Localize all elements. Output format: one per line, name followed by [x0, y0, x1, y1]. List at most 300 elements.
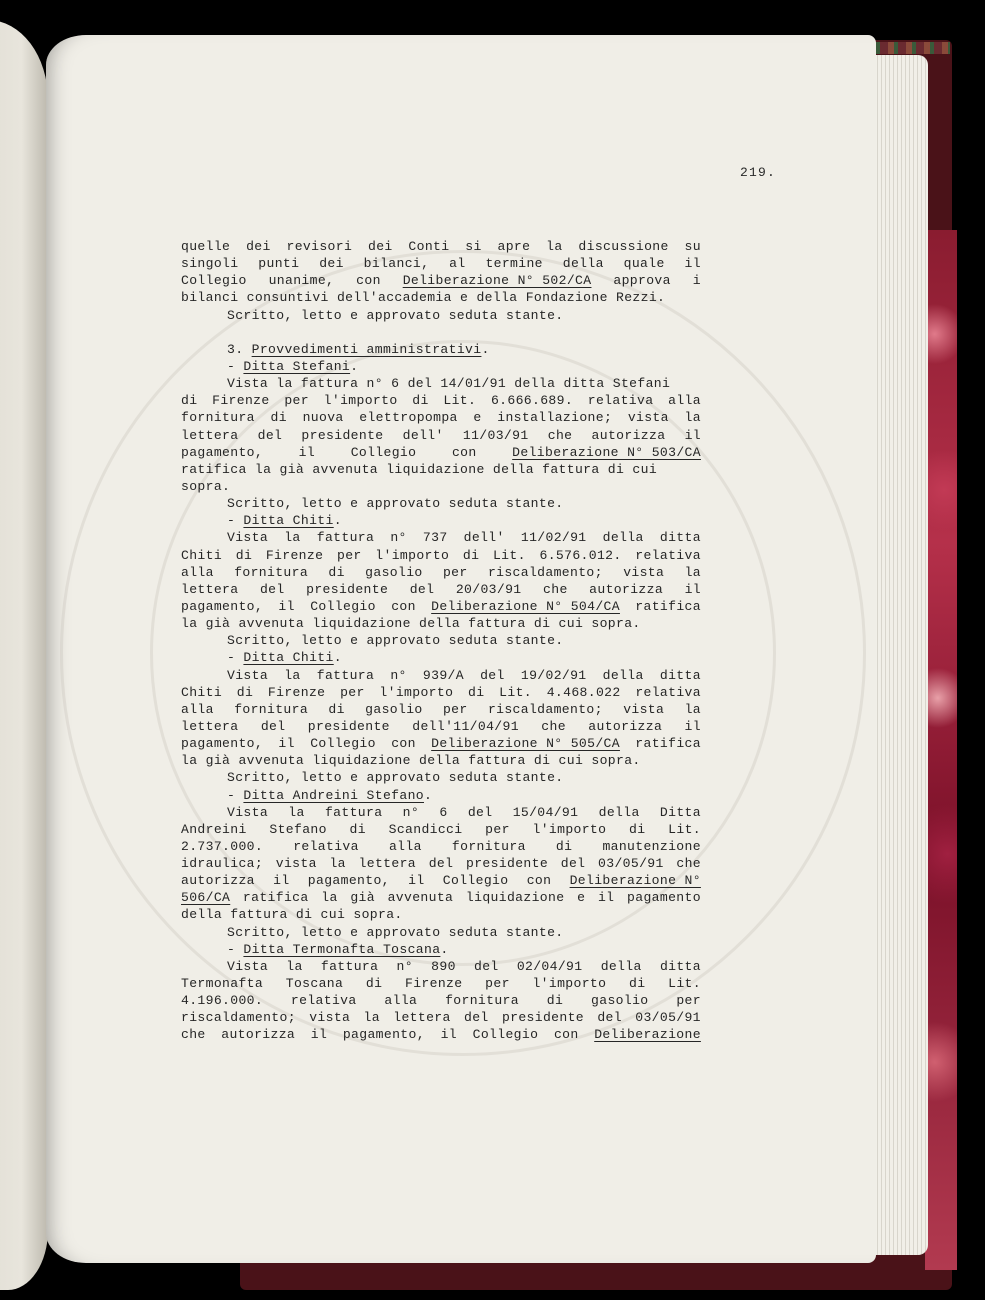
- text-line: [181, 889, 701, 906]
- word: di: [365, 976, 383, 992]
- word: autorizza: [221, 1027, 296, 1043]
- word: su: [684, 239, 701, 254]
- word: n°: [390, 667, 407, 683]
- word: idraulica;: [181, 856, 264, 872]
- word: per: [676, 993, 701, 1009]
- word: lettera: [181, 427, 239, 443]
- word: Chiti: [181, 547, 223, 563]
- word: 6: [439, 804, 448, 820]
- word: ditta: [659, 530, 701, 546]
- word: 11/02/91: [520, 530, 587, 546]
- word: 15/04/91: [512, 804, 579, 820]
- word: fattura: [316, 667, 375, 683]
- text-line: [181, 392, 701, 409]
- word: del: [473, 958, 499, 974]
- word: di: [412, 393, 429, 409]
- word: fornitura: [451, 838, 526, 854]
- text-line: [181, 289, 701, 306]
- word: del: [428, 856, 454, 872]
- text-line: [181, 461, 701, 478]
- word: autorizza: [588, 718, 663, 734]
- word: .: [350, 358, 359, 374]
- word: gasolio: [365, 701, 423, 717]
- word: bilanci,: [363, 256, 430, 272]
- text-line: [181, 324, 701, 341]
- word: termine: [485, 256, 543, 272]
- word: presidente: [306, 581, 389, 597]
- text-line: [181, 992, 701, 1009]
- word: Collegio: [350, 444, 417, 460]
- word: avvenuta: [387, 890, 454, 906]
- word: unanime,: [268, 273, 335, 289]
- text-line: [181, 872, 701, 889]
- underlined-text: Ditta Chiti: [243, 650, 334, 666]
- text-line: [181, 855, 701, 872]
- word: Chiti: [181, 684, 223, 700]
- word: ratifica la già avvenuta liquidazione della fattura di cui: [181, 461, 658, 477]
- word: per: [340, 684, 365, 700]
- word: -: [227, 513, 244, 529]
- text-line: [181, 444, 701, 461]
- word: Termonafta: [181, 976, 264, 992]
- word: del: [409, 581, 435, 597]
- word: .: [440, 941, 449, 957]
- text-line: [181, 341, 701, 358]
- word: per: [485, 976, 510, 992]
- word: quelle: [181, 239, 231, 254]
- word: autorizza: [589, 581, 664, 597]
- word: dell'11/04/91: [412, 718, 519, 734]
- word: 4.196.000.: [181, 993, 264, 1009]
- word: sopra.: [181, 478, 231, 494]
- word: alla: [181, 564, 214, 580]
- underlined-text: Ditta Andreini Stefano: [243, 787, 424, 803]
- text-line: [181, 735, 701, 752]
- word: lettera: [181, 581, 239, 597]
- word: discussione: [578, 239, 669, 254]
- word: il: [440, 1027, 457, 1043]
- word: di: [546, 993, 564, 1009]
- word: -: [227, 787, 244, 803]
- word: del: [464, 1010, 489, 1026]
- underlined-text: 506/CA: [181, 890, 231, 906]
- text-line: [181, 804, 701, 821]
- word: relativa: [635, 547, 701, 563]
- word: l'importo: [323, 393, 398, 409]
- underlined-text: Deliberazione N°: [569, 873, 701, 889]
- text-line: [181, 238, 701, 255]
- word: che: [547, 427, 573, 443]
- word: bilanci consuntivi dell'accademia e della Fondazione Rezzi.: [181, 290, 666, 306]
- underlined-text: Deliberazione: [594, 1027, 701, 1043]
- word: installazione;: [497, 410, 613, 426]
- word: dei: [246, 239, 271, 254]
- word: 02/04/91: [516, 958, 583, 974]
- word: il: [310, 1027, 328, 1043]
- word: -: [227, 358, 244, 374]
- word: di: [270, 410, 287, 426]
- word: con: [391, 736, 416, 752]
- word: lettera: [393, 1010, 451, 1026]
- word: del: [257, 427, 283, 443]
- word: ratifica: [635, 598, 701, 614]
- word: presidente: [307, 718, 390, 734]
- word: il: [298, 444, 316, 460]
- word: la: [684, 701, 701, 717]
- word: Firenze: [212, 393, 270, 409]
- word: Lit.: [668, 821, 701, 837]
- word: del: [597, 1010, 622, 1026]
- word: Collegio: [310, 736, 376, 752]
- word: Scandicci: [388, 821, 463, 837]
- word: -: [227, 650, 244, 666]
- text-line: [181, 409, 701, 426]
- word: ditta: [659, 958, 701, 974]
- word: pagamento: [627, 890, 701, 906]
- word: il: [278, 736, 295, 752]
- word: per: [485, 821, 510, 837]
- text-line: [181, 564, 701, 581]
- word: l'importo: [379, 684, 454, 700]
- word: ratifica: [242, 890, 309, 906]
- word: 20/03/91: [455, 581, 522, 597]
- word: con: [526, 873, 552, 889]
- word: 19/02/91: [520, 667, 587, 683]
- word: fornitura: [234, 701, 309, 717]
- word: fornitura: [234, 564, 309, 580]
- word: di: [328, 701, 345, 717]
- word: Firenze: [405, 976, 463, 992]
- word: fattura: [320, 958, 379, 974]
- word: con: [451, 444, 477, 460]
- text-line: [181, 684, 701, 701]
- word: di: [236, 684, 254, 700]
- word: nuova: [302, 410, 344, 426]
- word: la già avvenuta liquidazione della fattura di cui sopra.: [181, 616, 641, 632]
- word: alla: [668, 393, 701, 409]
- word: presidente: [501, 1010, 585, 1026]
- word: la: [288, 804, 305, 820]
- word: per: [284, 393, 309, 409]
- word: l'importo: [375, 547, 450, 563]
- word: Toscana: [285, 976, 344, 992]
- word: pagamento,: [181, 736, 264, 752]
- word: la: [363, 1010, 380, 1026]
- word: autorizza: [591, 427, 666, 443]
- word: vista: [623, 564, 665, 580]
- word: vista: [275, 856, 317, 872]
- word: che: [541, 718, 566, 734]
- word: il: [408, 873, 425, 889]
- word: approva: [613, 273, 671, 289]
- text-line: [181, 547, 701, 564]
- word: riscaldamento;: [487, 701, 603, 717]
- word: fornitura: [181, 410, 255, 426]
- text-line: [181, 787, 701, 804]
- word: con: [553, 1027, 579, 1043]
- text-line: [181, 1026, 701, 1043]
- text-line: [181, 958, 701, 975]
- word: .: [424, 787, 433, 803]
- word: per: [336, 547, 362, 563]
- text-line: [181, 598, 701, 615]
- text-line: [181, 272, 701, 289]
- word: al: [449, 256, 466, 272]
- word: manutenzione: [602, 838, 701, 854]
- word: vista: [623, 701, 665, 717]
- word: singoli: [181, 256, 239, 272]
- text-line: [181, 718, 701, 735]
- left-page-edge: [0, 20, 48, 1290]
- word: 939/A: [422, 667, 464, 683]
- text-line: [181, 752, 701, 769]
- word: per: [442, 564, 468, 580]
- word: Lit.: [668, 976, 701, 992]
- word: Andreini: [181, 821, 247, 837]
- text-line: [181, 838, 701, 855]
- word: del: [259, 581, 285, 597]
- text-line: [181, 529, 701, 546]
- word: Lit.: [492, 547, 526, 563]
- text-line: [181, 358, 701, 375]
- word: di: [629, 976, 646, 992]
- word: con: [356, 273, 381, 289]
- word: autorizza: [181, 873, 255, 889]
- word: quale: [623, 256, 665, 272]
- word: Collegio: [310, 598, 376, 614]
- word: la: [684, 564, 701, 580]
- underlined-text: Ditta Stefani: [243, 358, 351, 374]
- word: alla: [384, 993, 418, 1009]
- word: Vista: [227, 667, 269, 683]
- word: dei: [367, 239, 393, 254]
- text-line: [181, 1009, 701, 1026]
- word: Vista: [227, 530, 269, 546]
- word: ditta: [659, 667, 701, 683]
- word: apre: [497, 239, 531, 254]
- word: del: [467, 804, 493, 820]
- word: elettropompa: [359, 410, 458, 426]
- text-line: [181, 667, 701, 684]
- word: la: [284, 667, 301, 683]
- word: fornitura: [445, 993, 519, 1009]
- text-line: [181, 307, 701, 324]
- word: il: [684, 718, 701, 734]
- word: l'importo: [532, 976, 607, 992]
- underlined-text: Deliberazione N° 502/CA: [402, 273, 592, 289]
- word: Conti: [408, 239, 450, 254]
- word: alla: [388, 838, 422, 854]
- underlined-text: Deliberazione N° 505/CA: [431, 736, 620, 752]
- word: dell': [402, 427, 444, 443]
- word: con: [391, 598, 416, 614]
- word: fattura: [316, 530, 375, 546]
- text-line: [181, 615, 701, 632]
- word: relativa: [293, 838, 359, 854]
- text-line: [181, 941, 701, 958]
- word: pagamento,: [181, 598, 264, 614]
- word: e: [577, 890, 586, 906]
- word: n°: [396, 958, 413, 974]
- word: Firenze: [265, 547, 324, 563]
- text-line: [181, 255, 701, 272]
- word: relativa: [290, 993, 357, 1009]
- word: n°: [390, 530, 407, 546]
- text-line: [181, 632, 701, 649]
- word: della: [562, 256, 604, 272]
- word: .: [481, 341, 490, 357]
- text-line: [181, 924, 701, 941]
- word: .: [333, 513, 342, 529]
- word: 890: [431, 958, 456, 974]
- underlined-text: Provvedimenti amministrativi: [251, 341, 482, 357]
- document-body: [181, 238, 701, 1044]
- word: della: [600, 958, 642, 974]
- word: 6.576.012.: [539, 547, 622, 563]
- word: pagamento,: [307, 873, 390, 889]
- page-number: 219.: [740, 165, 777, 180]
- underlined-text: Ditta Chiti: [243, 513, 334, 529]
- word: della: [598, 804, 640, 820]
- word: 737: [422, 530, 448, 546]
- word: relativa: [635, 684, 701, 700]
- word: relativa: [587, 393, 654, 409]
- word: per: [442, 701, 468, 717]
- word: 3.: [227, 341, 252, 357]
- word: della: [602, 530, 644, 546]
- word: presidente: [465, 856, 549, 872]
- word: -: [227, 941, 244, 957]
- word: del: [260, 718, 286, 734]
- word: 6.666.689.: [490, 393, 574, 409]
- word: di: [468, 684, 485, 700]
- word: pagamento,: [342, 1027, 425, 1043]
- word: .: [333, 650, 342, 666]
- word: Scritto, letto e approvato seduta stante.: [227, 633, 564, 649]
- word: il: [684, 581, 701, 597]
- text-line: [181, 375, 701, 392]
- word: riscaldamento;: [181, 1010, 296, 1026]
- word: di: [629, 821, 646, 837]
- word: 4.468.022: [546, 684, 621, 700]
- word: la: [329, 856, 346, 872]
- word: la: [284, 530, 301, 546]
- word: Collegio: [472, 1027, 539, 1043]
- word: di: [181, 393, 198, 409]
- word: Scritto, letto e approvato seduta stante.: [227, 770, 564, 786]
- word: lettera: [358, 856, 417, 872]
- word: il: [273, 873, 290, 889]
- word: il: [684, 427, 701, 443]
- word: di: [235, 547, 253, 563]
- word: Scritto, letto e approvato seduta stante.: [227, 924, 564, 940]
- text-line: [181, 701, 701, 718]
- word: già: [350, 890, 375, 906]
- word: dell': [463, 530, 505, 546]
- word: il: [278, 598, 295, 614]
- word: n°: [402, 804, 420, 820]
- word: l'importo: [532, 821, 607, 837]
- word: Vista la fattura n° 6 del 14/01/91 della ditta Stefani: [227, 376, 671, 392]
- word: del: [480, 667, 505, 683]
- word: la: [286, 958, 303, 974]
- word: 2.737.000.: [181, 838, 264, 854]
- word: Scritto, letto e approvato seduta stante.: [227, 307, 564, 323]
- text-line: [181, 581, 701, 598]
- word: ratifica: [635, 736, 701, 752]
- text-line: [181, 906, 701, 923]
- text-line: [181, 512, 701, 529]
- word: pagamento,: [181, 444, 264, 460]
- word: fattura: [324, 804, 383, 820]
- word: punti: [258, 256, 300, 272]
- underlined-text: Ditta Termonafta Toscana: [243, 941, 441, 957]
- word: Ditta: [659, 804, 701, 820]
- word: liquidazione: [465, 890, 565, 906]
- word: Collegio: [442, 873, 509, 889]
- word: di: [555, 838, 573, 854]
- text-line: [181, 975, 701, 992]
- word: 11/03/91: [462, 427, 529, 443]
- word: della: [602, 667, 644, 683]
- word: vista: [309, 1010, 351, 1026]
- word: la già avvenuta liquidazione della fattura di cui sopra.: [181, 753, 641, 769]
- word: del: [560, 856, 586, 872]
- word: di: [462, 547, 480, 563]
- text-line: [181, 478, 701, 495]
- marbled-endpaper: [925, 230, 957, 1270]
- text-line: [181, 495, 701, 512]
- word: 03/05/91: [635, 1010, 701, 1026]
- word: che: [676, 856, 701, 872]
- word: Scritto, letto e approvato seduta stante.: [227, 496, 564, 512]
- word: Vista: [227, 804, 269, 820]
- word: la: [546, 239, 563, 254]
- word: Collegio: [181, 273, 247, 289]
- word: vista: [627, 410, 669, 426]
- word: revisori: [286, 239, 353, 254]
- word: Vista: [227, 958, 269, 974]
- word: Lit.: [499, 684, 532, 700]
- word: si: [465, 239, 482, 254]
- word: 03/05/91: [598, 856, 664, 872]
- word: di: [349, 821, 366, 837]
- word: che: [181, 1027, 206, 1043]
- word: della fattura di cui sopra.: [181, 907, 403, 923]
- word: Firenze: [267, 684, 326, 700]
- word: il: [597, 890, 615, 906]
- word: Stefano: [269, 821, 327, 837]
- word: gasolio: [591, 993, 649, 1009]
- underlined-text: Deliberazione N° 504/CA: [431, 598, 620, 614]
- word: Lit.: [443, 393, 477, 409]
- text-line: [181, 821, 701, 838]
- word: dei: [319, 256, 344, 272]
- word: la: [684, 410, 701, 426]
- word: che: [543, 581, 568, 597]
- word: i: [692, 273, 701, 289]
- text-line: [181, 769, 701, 786]
- word: di: [328, 564, 345, 580]
- word: il: [684, 256, 701, 272]
- underlined-text: Deliberazione N° 503/CA: [512, 444, 701, 460]
- word: e: [473, 410, 482, 426]
- word: lettera: [181, 718, 239, 734]
- word: riscaldamento;: [487, 564, 603, 580]
- text-line: [181, 649, 701, 666]
- word: la: [321, 890, 338, 906]
- text-line: [181, 427, 701, 444]
